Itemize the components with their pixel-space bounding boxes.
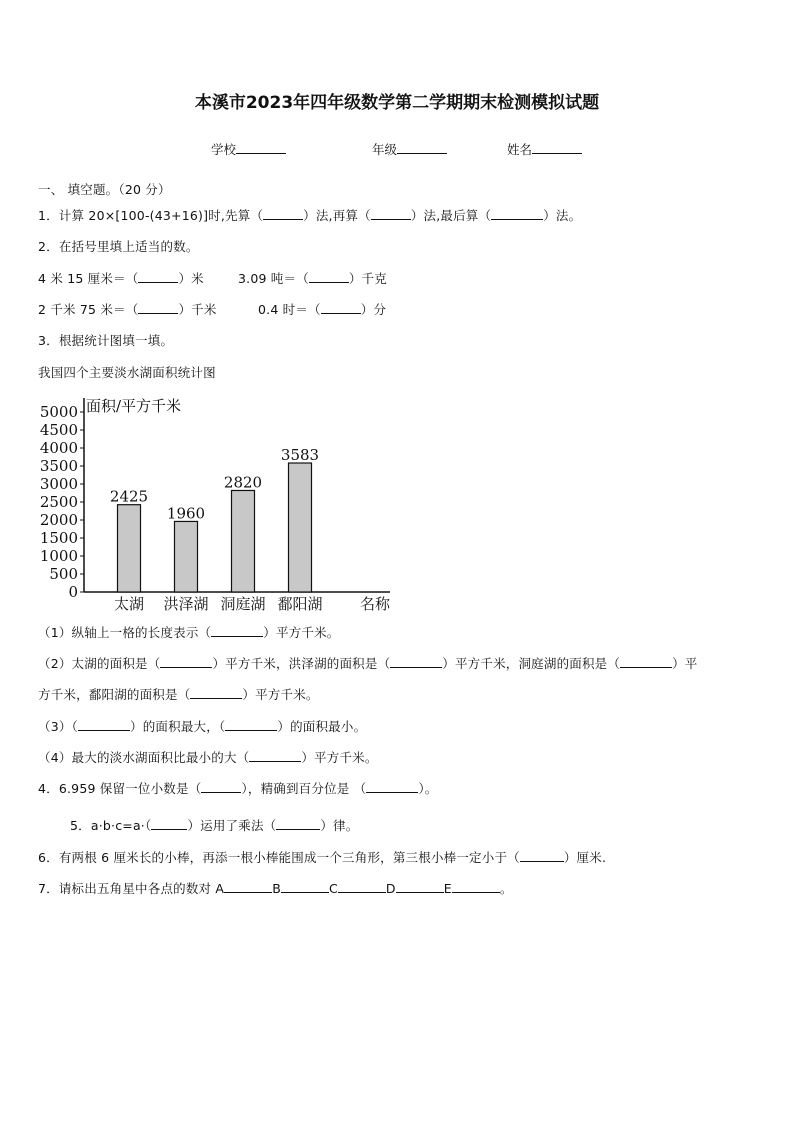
- q3s3-a: （3）（: [38, 719, 79, 734]
- q3s3-blank-1[interactable]: [78, 730, 130, 731]
- grade-label: 年级: [372, 142, 398, 157]
- y-tick-label: 1000: [39, 547, 78, 565]
- q7-b: B: [272, 881, 281, 896]
- y-tick-label: 2000: [39, 511, 78, 529]
- grade-field: [372, 140, 447, 158]
- q5-b: ）运用了乘法（: [187, 818, 277, 833]
- y-tick-label: 4000: [39, 439, 78, 457]
- name-label: 姓名: [507, 142, 533, 157]
- question-7: [38, 881, 513, 897]
- school-field: [211, 140, 286, 158]
- y-axis-label: 面积/平方千米: [86, 397, 182, 415]
- q3s3-blank-2[interactable]: [225, 730, 277, 731]
- q7-a: 7．请标出五角星中各点的数对 A: [38, 881, 225, 896]
- q3s2-blank-2[interactable]: [390, 667, 442, 668]
- q7-blank-e[interactable]: [452, 892, 500, 893]
- q3-sub2-cont: [38, 687, 319, 703]
- y-tick-label: 2500: [39, 493, 78, 511]
- q7-blank-d[interactable]: [396, 892, 444, 893]
- q5-blank-2[interactable]: [276, 829, 320, 830]
- q1-prefix: 1．计算 20×[100-(43+16)]时,先算（: [38, 208, 264, 223]
- q3-sub4: [38, 750, 378, 766]
- section-heading: 一、 填空题。（20 分）: [38, 182, 171, 197]
- bar-value-label: 1960: [166, 504, 206, 523]
- q2a-prefix: 4 米 15 厘米＝（: [38, 271, 139, 286]
- q1-blank-2[interactable]: [371, 219, 411, 220]
- name-blank[interactable]: [532, 153, 582, 154]
- q3s2-b: ）平方千米，洪泽湖的面积是（: [212, 656, 391, 671]
- q4-a: 4．6.959 保留一位小数是（: [38, 781, 202, 796]
- category-label: 鄱阳湖: [277, 595, 323, 613]
- q3s2-f: ）平方千米。: [242, 687, 319, 702]
- q2d-suffix: ）分: [360, 302, 387, 317]
- category-label: 洞庭湖: [220, 595, 266, 613]
- q7-e: E: [443, 881, 452, 896]
- q3s2-blank-4[interactable]: [190, 698, 242, 699]
- q3s3-c: ）的面积最小。: [277, 719, 367, 734]
- q7-blank-c[interactable]: [338, 892, 386, 893]
- q2a-suffix: ）米: [178, 271, 204, 286]
- q2-row-1: [38, 271, 204, 287]
- q3s2-a: （2）太湖的面积是（: [38, 656, 161, 671]
- q2-row-1b: [238, 271, 387, 287]
- q3s4-b: ）平方千米。: [301, 750, 378, 765]
- q3s2-blank-3[interactable]: [620, 667, 672, 668]
- q6-b: ）厘米.: [563, 850, 607, 865]
- y-tick-label: 3000: [39, 475, 78, 493]
- y-tick-label: 1500: [39, 529, 78, 547]
- q4-blank-1[interactable]: [201, 792, 241, 793]
- bar: [175, 521, 198, 592]
- bar-value-label: 3583: [280, 446, 320, 465]
- q1-suffix: ）法。: [543, 208, 582, 223]
- question-5: [70, 818, 358, 834]
- q7-blank-a[interactable]: [224, 892, 272, 893]
- question-3: 3．根据统计图填一填。: [38, 333, 174, 348]
- q6-blank[interactable]: [520, 861, 564, 862]
- bar: [232, 490, 255, 592]
- x-axis-label: 名称: [359, 595, 390, 613]
- q4-blank-2[interactable]: [366, 792, 418, 793]
- y-tick-label: 500: [49, 565, 78, 583]
- q2-row-2: [38, 302, 217, 318]
- q4-c: ）。: [418, 781, 438, 796]
- q5-blank-1[interactable]: [151, 829, 187, 830]
- chart-heading: 我国四个主要淡水湖面积统计图: [38, 365, 216, 380]
- bar-value-label: 2425: [109, 487, 149, 506]
- q2c-prefix: 2 千米 75 米＝（: [38, 302, 139, 317]
- q7-d: D: [385, 881, 396, 896]
- q1-blank-3[interactable]: [491, 219, 543, 220]
- question-1: [38, 208, 581, 224]
- question-2: 2．在括号里填上适当的数。: [38, 239, 199, 254]
- y-tick-label: 3500: [39, 457, 78, 475]
- q5-a: 5．a·b·c=a·（: [70, 818, 152, 833]
- q2b-blank[interactable]: [309, 282, 349, 283]
- q1-mid1: ）法,再算（: [303, 208, 371, 223]
- q1-mid2: ）法,最后算（: [410, 208, 492, 223]
- y-tick-label: 5000: [39, 403, 78, 421]
- q3-sub3: [38, 719, 366, 735]
- question-6: [38, 850, 606, 866]
- question-4: [38, 781, 438, 797]
- bar: [289, 463, 312, 592]
- q2c-blank[interactable]: [138, 313, 178, 314]
- q3-sub1: [38, 625, 339, 641]
- q7-blank-b[interactable]: [281, 892, 329, 893]
- q6-a: 6．有两根 6 厘米长的小棒，再添一根小棒能围成一个三角形，第三根小棒一定小于（: [38, 850, 520, 865]
- q3s4-blank[interactable]: [249, 761, 301, 762]
- grade-blank[interactable]: [397, 153, 447, 154]
- q7-f: 。: [499, 881, 513, 896]
- q3s3-b: ）的面积最大，（: [130, 719, 226, 734]
- lake-area-bar-chart: [30, 384, 400, 614]
- q3s2-blank-1[interactable]: [160, 667, 212, 668]
- q1-blank-1[interactable]: [263, 219, 303, 220]
- school-blank[interactable]: [236, 153, 286, 154]
- q3s2-e: 方千米，鄱阳湖的面积是（: [38, 687, 191, 702]
- page-title: 本溪市2023年四年级数学第二学期期末检测模拟试题: [194, 93, 600, 113]
- bar-value-label: 2820: [223, 473, 263, 492]
- q3s1-b: ）平方千米。: [263, 625, 340, 640]
- school-label: 学校: [211, 142, 237, 157]
- q3s2-c: ）平方千米，洞庭湖的面积是（: [442, 656, 621, 671]
- q2a-blank[interactable]: [138, 282, 178, 283]
- bar: [118, 505, 141, 592]
- q3s4-a: （4）最大的淡水湖面积比最小的大（: [38, 750, 250, 765]
- q3s1-blank[interactable]: [211, 636, 263, 637]
- y-tick-label: 0: [68, 583, 78, 601]
- name-field: [507, 140, 582, 158]
- q3-sub2: [38, 656, 698, 672]
- q2c-suffix: ）千米: [178, 302, 217, 317]
- q2d-blank[interactable]: [321, 313, 361, 314]
- q2b-prefix: 3.09 吨＝（: [238, 271, 309, 286]
- category-label: 太湖: [113, 595, 145, 613]
- q2-row-2b: [258, 302, 386, 318]
- category-label: 洪泽湖: [163, 595, 209, 613]
- q7-c: C: [328, 881, 338, 896]
- q2d-prefix: 0.4 时＝（: [258, 302, 321, 317]
- q5-c: ）律。: [320, 818, 359, 833]
- y-tick-label: 4500: [39, 421, 78, 439]
- q2b-suffix: ）千克: [348, 271, 388, 286]
- q3s1-a: （1）纵轴上一格的长度表示（: [38, 625, 212, 640]
- q3s2-d: ）平: [672, 656, 698, 671]
- q4-b: ），精确到百分位是 （: [241, 781, 367, 796]
